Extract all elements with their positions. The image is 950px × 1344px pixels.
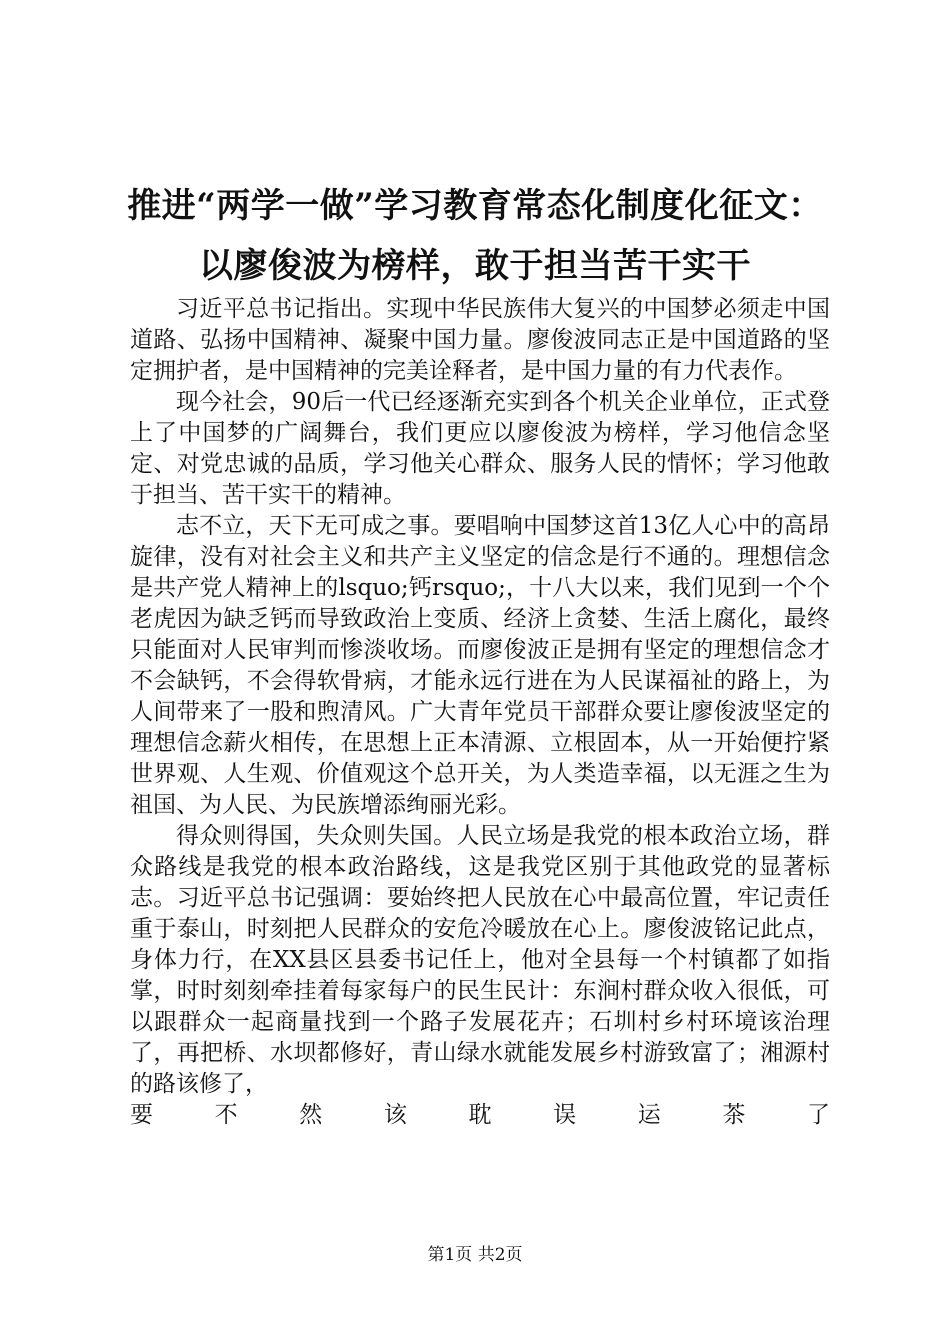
paragraph-3: 志不立，天下无可成之事。要唱响中国梦这首13亿人心中的高昂旋律，没有对社会主义和共产主义坚定的信念是行不通的。理想信念是共产党人精神上的lsquo;钙rsquo;，十八大以来，我们见到一个个老虎因为缺乏钙而导致政治上变质、经济上贪婪、生活上腐化，最终只能面对人民审判而惨淡收场。而廖俊波正是拥有坚定的理想信念才不会缺钙，不会得软骨病，才能永远行进在为人民谋福祉的路上，为人间带来了一股和煦清风。广大青年党员干部群众要让廖俊波坚定的理想信念薪火相传，在思想上正本清源、立根固本，从一开始便拧紧世界观、人生观、价值观这个总开关，为人类造幸福，以无涯之生为祖国、为人民、为民族增添绚丽光彩。 xyxy=(130,513,830,818)
last-line-char: 要 xyxy=(130,1102,153,1128)
document-title-line-2: 以廖俊波为榜样，敢于担当苦干实干 xyxy=(199,246,751,286)
document-title-line-1: 推进“两学一做”学习教育常态化制度化征文： xyxy=(127,186,823,226)
last-line-char: 了 xyxy=(807,1102,830,1128)
last-line-char: 误 xyxy=(553,1102,577,1128)
last-line-char: 运 xyxy=(637,1102,661,1128)
last-line-char: 该 xyxy=(383,1102,407,1128)
page-footer: 第1页 共2页 xyxy=(427,1245,523,1265)
last-line-char: 耽 xyxy=(468,1102,492,1128)
paragraph-4-last-line xyxy=(130,1100,830,1131)
document-body xyxy=(130,294,830,1131)
last-line-char: 然 xyxy=(299,1102,323,1128)
last-line-char: 不 xyxy=(214,1102,238,1128)
last-line-char: 茶 xyxy=(722,1102,746,1128)
paragraph-4: 得众则得国，失众则失国。人民立场是我党的根本政治立场，群众路线是我党的根本政治路线，这是我党区别于其他政党的显著标志。习近平总书记强调：要始终把人民放在心中最高位置，牢记责任重于泰山，时刻把人民群众的安危冷暖放在心上。廖俊波铭记此点，身体力行，在XX县区县委书记任上，他对全县每一个村镇都了如指掌，时时刻刻牵挂着每家每户的民生民计：东涧村群众收入很低，可以跟群众一起商量找到一个路子发展花卉；石圳村乡村环境该治理了，再把桥、水坝都修好，青山绿水就能发展乡村游致富了；湘源村的路该修了， xyxy=(130,823,830,1097)
paragraph-1: 习近平总书记指出。实现中华民族伟大复兴的中国梦必须走中国道路、弘扬中国精神、凝聚中国力量。廖俊波同志正是中国道路的坚定拥护者，是中国精神的完美诠释者，是中国力量的有力代表作。 xyxy=(130,296,830,384)
paragraph-2: 现今社会，90后一代已经逐渐充实到各个机关企业单位，正式登上了中国梦的广阔舞台，我们更应以廖俊波为榜样，学习他信念坚定、对党忠诚的品质，学习他关心群众、服务人民的情怀；学习他敢于担当、苦干实干的精神。 xyxy=(130,389,830,508)
